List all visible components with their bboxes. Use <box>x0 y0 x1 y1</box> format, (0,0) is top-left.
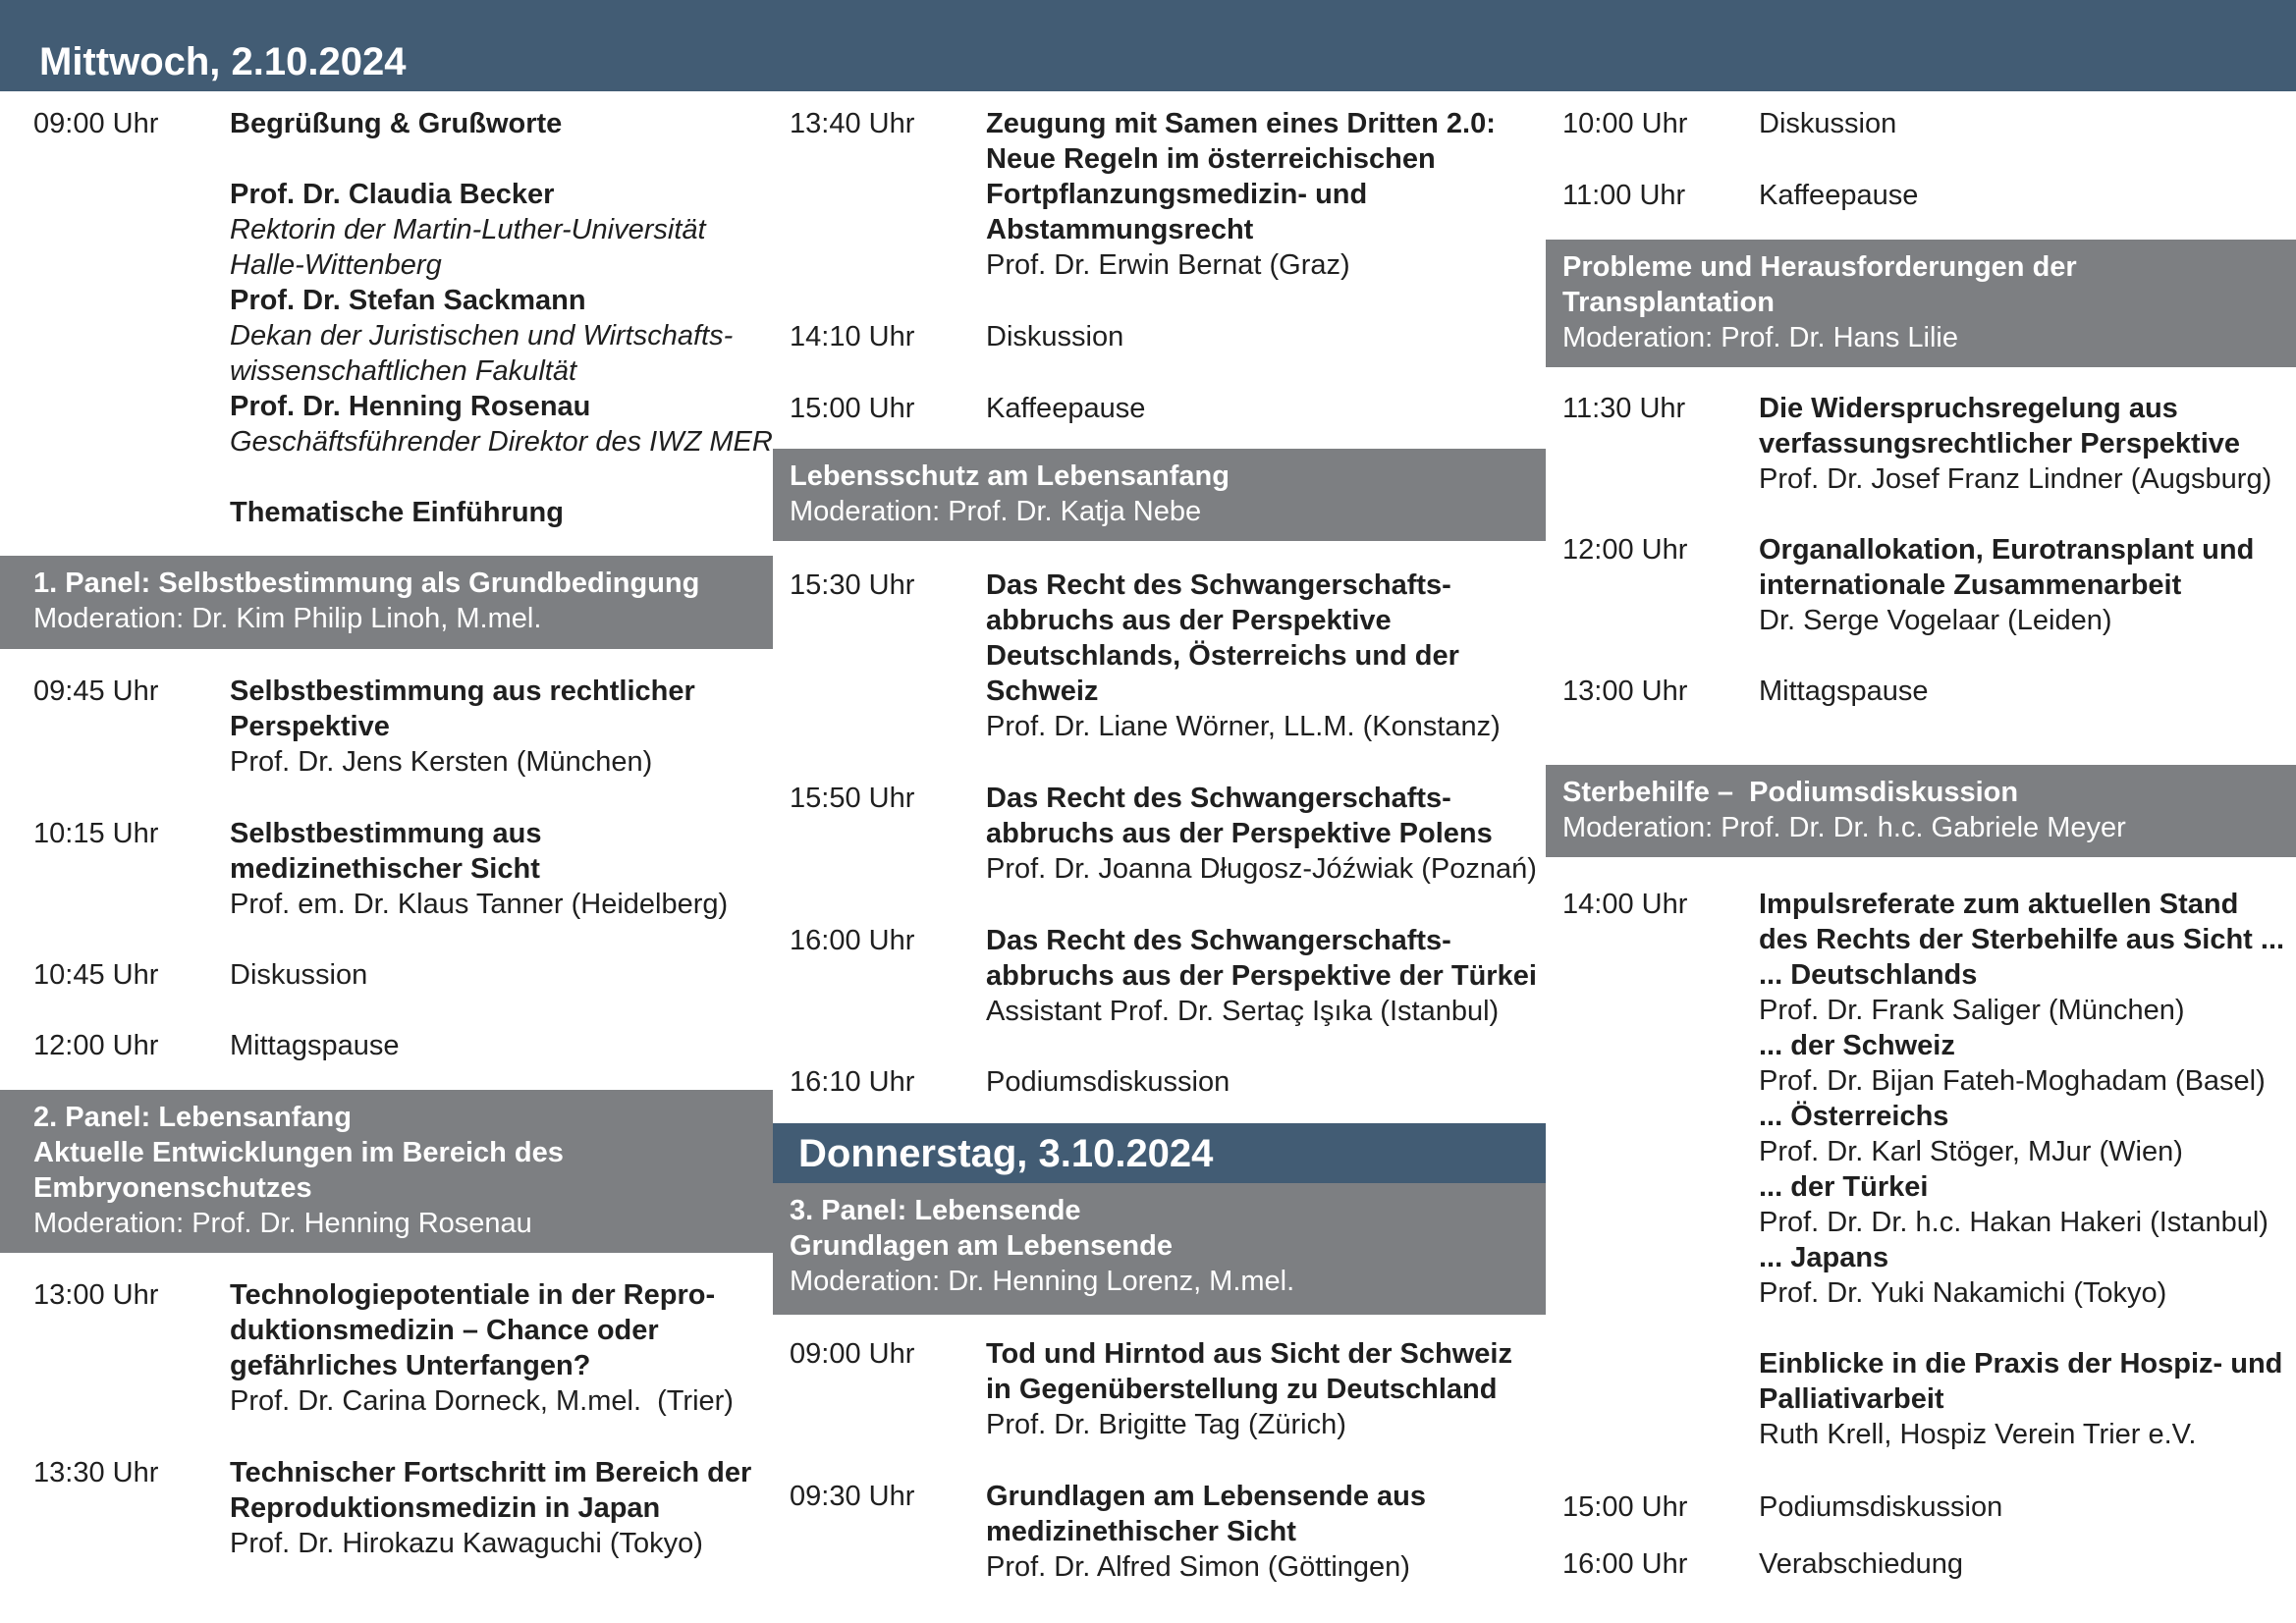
item-time: 15:00 Uhr <box>790 393 915 424</box>
item-title: Das Recht des Schwangerschafts- <box>986 925 1451 956</box>
item-title: internationale Zusammenarbeit <box>1759 569 2182 601</box>
item-speaker: Prof. Dr. Erwin Bernat (Graz) <box>986 249 1350 281</box>
panel-title: Aktuelle Entwicklungen im Bereich des <box>33 1137 564 1168</box>
item-title: Diskussion <box>230 959 368 991</box>
item-title: Tod und Hirntod aus Sicht der Schweiz <box>986 1338 1512 1370</box>
panel-header-transplantation <box>1546 240 2296 367</box>
item-speaker: Prof. Dr. Yuki Nakamichi (Tokyo) <box>1759 1277 2167 1309</box>
item-speaker: Prof. Dr. Liane Wörner, LL.M. (Konstanz) <box>986 711 1501 742</box>
item-title: Deutschlands, Österreichs und der <box>986 640 1459 672</box>
panel-moderation: Moderation: Prof. Dr. Katja Nebe <box>790 496 1202 527</box>
item-speaker: Prof. Dr. Alfred Simon (Göttingen) <box>986 1551 1410 1583</box>
item-title: Fortpflanzungsmedizin- und <box>986 179 1368 210</box>
item-title: Schweiz <box>986 676 1099 707</box>
panel-header-sterbehilfe <box>1546 765 2296 857</box>
item-speaker: Prof. Dr. Frank Saliger (München) <box>1759 995 2185 1026</box>
item-time: 15:30 Uhr <box>790 569 915 601</box>
item-time: 15:50 Uhr <box>790 783 915 814</box>
item-time: 10:00 Uhr <box>1562 108 1688 139</box>
item-title: Organallokation, Eurotransplant und <box>1759 534 2255 566</box>
item-time: 09:45 Uhr <box>33 676 159 707</box>
panel-header-2 <box>0 1090 773 1253</box>
item-speaker: Prof. Dr. Brigitte Tag (Zürich) <box>986 1409 1346 1440</box>
panel-header-1 <box>0 556 773 649</box>
speaker-role: wissenschaftlichen Fakultät <box>230 355 576 387</box>
day-header-mittwoch <box>0 0 2296 91</box>
country-label: ... Österreichs <box>1759 1101 1949 1132</box>
country-label: ... der Schweiz <box>1759 1030 1955 1061</box>
panel-header-lebensschutz <box>773 449 1546 541</box>
country-label: ... Deutschlands <box>1759 959 1978 991</box>
panel-moderation: Moderation: Prof. Dr. Hans Lilie <box>1562 322 1958 353</box>
panel-title: Probleme und Herausforderungen der <box>1562 251 2077 283</box>
panel-moderation: Moderation: Dr. Kim Philip Linoh, M.mel. <box>33 603 542 634</box>
item-title: Selbstbestimmung aus <box>230 818 542 849</box>
item-time: 14:00 Uhr <box>1562 889 1688 920</box>
speaker-name: Prof. Dr. Claudia Becker <box>230 179 555 210</box>
item-title: Neue Regeln im österreichischen <box>986 143 1436 175</box>
item-time: 12:00 Uhr <box>33 1030 159 1061</box>
item-speaker: Prof. Dr. Josef Franz Lindner (Augsburg) <box>1759 463 2272 495</box>
item-title: Diskussion <box>986 321 1124 352</box>
item-title: Podiumsdiskussion <box>1759 1491 2003 1523</box>
intro-title: Thematische Einführung <box>230 497 564 528</box>
item-speaker: Assistant Prof. Dr. Sertaç Işıka (Istanbul) <box>986 996 1500 1027</box>
speaker-role: Dekan der Juristischen und Wirtschafts- <box>230 320 734 352</box>
item-time: 09:30 Uhr <box>790 1481 915 1512</box>
item-title: Diskussion <box>1759 108 1897 139</box>
item-speaker: Prof. Dr. Bijan Fateh-Moghadam (Basel) <box>1759 1065 2266 1097</box>
item-time: 13:00 Uhr <box>1562 676 1688 707</box>
item-title: medizinethischer Sicht <box>986 1516 1296 1547</box>
item-title: Palliativarbeit <box>1759 1383 1944 1415</box>
item-title: Kaffeepause <box>1759 180 1919 211</box>
item-time: 15:00 Uhr <box>1562 1491 1688 1523</box>
day-title: Donnerstag, 3.10.2024 <box>798 1132 1214 1175</box>
item-title: Mittagspause <box>230 1030 400 1061</box>
item-title: Perspektive <box>230 711 390 742</box>
day-title: Mittwoch, 2.10.2024 <box>39 40 407 83</box>
item-time: 11:30 Uhr <box>1562 393 1686 424</box>
item-title: Einblicke in die Praxis der Hospiz- und <box>1759 1348 2283 1380</box>
item-time: 10:45 Uhr <box>33 959 159 991</box>
country-label: ... Japans <box>1759 1242 1889 1273</box>
item-title: Begrüßung & Grußworte <box>230 108 563 139</box>
panel-header-3 <box>773 1183 1546 1315</box>
panel-title: Transplantation <box>1562 287 1775 318</box>
item-time: 16:00 Uhr <box>1562 1548 1688 1580</box>
speaker-name: Prof. Dr. Henning Rosenau <box>230 391 591 422</box>
item-time: 09:00 Uhr <box>33 108 159 139</box>
item-title: Die Widerspruchsregelung aus <box>1759 393 2178 424</box>
item-title: verfassungsrechtlicher Perspektive <box>1759 428 2241 460</box>
item-title: gefährliches Unterfangen? <box>230 1350 591 1381</box>
item-title: abbruchs aus der Perspektive Polens <box>986 818 1493 849</box>
item-speaker: Ruth Krell, Hospiz Verein Trier e.V. <box>1759 1419 2197 1450</box>
item-time: 09:00 Uhr <box>790 1338 915 1370</box>
speaker-name: Prof. Dr. Stefan Sackmann <box>230 285 586 316</box>
item-title: Verabschiedung <box>1759 1548 1963 1580</box>
country-label: ... der Türkei <box>1759 1171 1929 1203</box>
day-header-donnerstag <box>773 1123 1546 1183</box>
item-time: 11:00 Uhr <box>1562 180 1686 211</box>
panel-title: Lebensschutz am Lebensanfang <box>790 460 1230 492</box>
panel-title: 3. Panel: Lebensende <box>790 1195 1081 1226</box>
item-speaker: Prof. Dr. Jens Kersten (München) <box>230 746 653 778</box>
item-time: 10:15 Uhr <box>33 818 159 849</box>
item-title: Impulsreferate zum aktuellen Stand <box>1759 889 2239 920</box>
item-time: 13:40 Uhr <box>790 108 915 139</box>
item-title: Reproduktionsmedizin in Japan <box>230 1492 661 1524</box>
panel-title: 1. Panel: Selbstbestimmung als Grundbedingung <box>33 568 700 599</box>
panel-moderation: Moderation: Prof. Dr. Dr. h.c. Gabriele Meyer <box>1562 812 2126 843</box>
item-time: 14:10 Uhr <box>790 321 915 352</box>
item-title: abbruchs aus der Perspektive der Türkei <box>986 960 1537 992</box>
panel-title: Embryonenschutzes <box>33 1172 312 1204</box>
item-time: 12:00 Uhr <box>1562 534 1688 566</box>
speaker-role: Halle-Wittenberg <box>230 249 442 281</box>
item-speaker: Prof. Dr. Joanna Długosz-Jóźwiak (Poznań) <box>986 853 1537 885</box>
item-title: Podiumsdiskussion <box>986 1066 1230 1098</box>
item-title: Selbstbestimmung aus rechtlicher <box>230 676 695 707</box>
item-title: abbruchs aus der Perspektive <box>986 605 1392 636</box>
panel-title: Grundlagen am Lebensende <box>790 1230 1173 1262</box>
item-title: Abstammungsrecht <box>986 214 1254 245</box>
item-title: Technologiepotentiale in der Repro- <box>230 1279 716 1311</box>
item-time: 16:00 Uhr <box>790 925 915 956</box>
item-time: 16:10 Uhr <box>790 1066 915 1098</box>
item-title: Das Recht des Schwangerschafts- <box>986 783 1451 814</box>
panel-moderation: Moderation: Prof. Dr. Henning Rosenau <box>33 1208 532 1239</box>
item-title: Kaffeepause <box>986 393 1146 424</box>
item-title: Das Recht des Schwangerschafts- <box>986 569 1451 601</box>
item-speaker: Prof. Dr. Karl Stöger, MJur (Wien) <box>1759 1136 2183 1167</box>
item-title: medizinethischer Sicht <box>230 853 540 885</box>
speaker-role: Geschäftsführender Direktor des IWZ MER <box>230 426 773 458</box>
panel-moderation: Moderation: Dr. Henning Lorenz, M.mel. <box>790 1266 1295 1297</box>
item-time: 13:30 Uhr <box>33 1457 159 1488</box>
item-speaker: Dr. Serge Vogelaar (Leiden) <box>1759 605 2112 636</box>
item-title: Mittagspause <box>1759 676 1929 707</box>
item-speaker: Prof. Dr. Dr. h.c. Hakan Hakeri (Istanbul) <box>1759 1207 2269 1238</box>
item-speaker: Prof. em. Dr. Klaus Tanner (Heidelberg) <box>230 889 729 920</box>
item-time: 13:00 Uhr <box>33 1279 159 1311</box>
item-title: Grundlagen am Lebensende aus <box>986 1481 1426 1512</box>
item-title: Technischer Fortschritt im Bereich der <box>230 1457 752 1488</box>
panel-title: 2. Panel: Lebensanfang <box>33 1102 352 1133</box>
speaker-role: Rektorin der Martin-Luther-Universität <box>230 214 706 245</box>
item-title: des Rechts der Sterbehilfe aus Sicht ... <box>1759 924 2285 955</box>
item-speaker: Prof. Dr. Carina Dorneck, M.mel. (Trier) <box>230 1385 734 1417</box>
item-speaker: Prof. Dr. Hirokazu Kawaguchi (Tokyo) <box>230 1528 703 1559</box>
item-title: in Gegenüberstellung zu Deutschland <box>986 1374 1498 1405</box>
item-title: duktionsmedizin – Chance oder <box>230 1315 659 1346</box>
item-title: Zeugung mit Samen eines Dritten 2.0: <box>986 108 1496 139</box>
panel-title: Sterbehilfe – Podiumsdiskussion <box>1562 777 2019 808</box>
